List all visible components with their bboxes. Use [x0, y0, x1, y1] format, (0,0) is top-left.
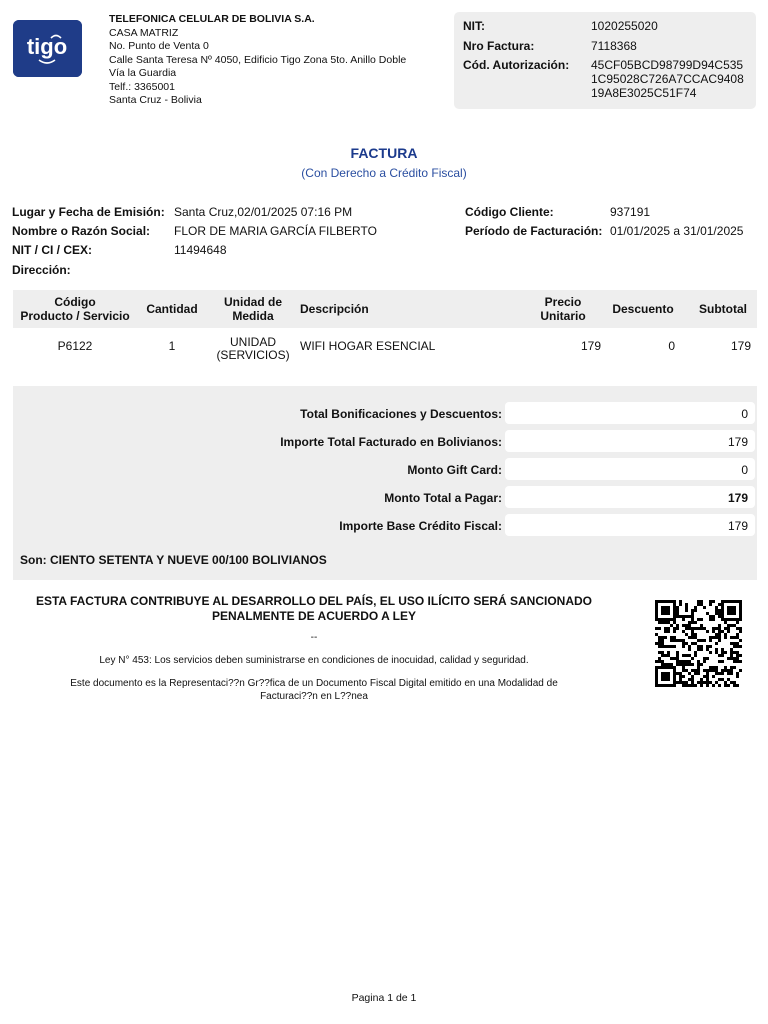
header-unit	[213, 295, 293, 323]
customer-name-label: Nombre o Razón Social:	[12, 224, 151, 238]
billing-period-label: Período de Facturación:	[465, 224, 603, 238]
gift-card-label: Monto Gift Card:	[407, 463, 502, 477]
totals-section	[13, 386, 757, 580]
tigo-logo-icon	[13, 20, 82, 77]
table-row	[13, 334, 757, 370]
row-unit-line-2: (SERVICIOS)	[216, 348, 290, 362]
row-subtotal: 179	[730, 339, 751, 353]
company-info	[109, 13, 439, 108]
document-title: FACTURA	[350, 145, 418, 161]
items-table-header	[13, 290, 757, 328]
tigo-logo	[13, 20, 82, 77]
invoice-id-box	[454, 12, 756, 109]
total-billed-value: 179	[727, 435, 748, 449]
row-discount: 0	[668, 339, 675, 353]
header-unit-line-1: Unidad de	[223, 295, 282, 309]
address-label: Dirección:	[12, 263, 71, 277]
total-to-pay-row	[13, 486, 757, 510]
tax-base-label: Importe Base Crédito Fiscal:	[339, 519, 502, 533]
auth-code-line-3: 19A8E3025C51F74	[591, 86, 697, 100]
total-billed-field	[505, 430, 755, 452]
row-quantity: 1	[168, 339, 176, 353]
total-to-pay-field	[505, 486, 755, 508]
header-subtotal: Subtotal	[699, 302, 747, 316]
client-code-value: 937191	[610, 205, 651, 219]
total-bonuses-row	[13, 402, 757, 426]
header-quantity: Cantidad	[146, 302, 198, 316]
representation-line-1: Este documento es la Representaci??n Gr??fica de un Documento Fiscal Digital emitido en una Modalidad de	[70, 678, 558, 689]
nit-ci-label: NIT / CI / CEX:	[12, 243, 93, 257]
total-bonuses-label: Total Bonificaciones y Descuentos:	[300, 407, 502, 421]
nit-label: NIT:	[463, 19, 485, 33]
place-date-value: Santa Cruz,02/01/2025 07:16 PM	[174, 205, 353, 219]
invoice-number-value: 7118368	[591, 39, 637, 53]
row-description: WIFI HOGAR ESENCIAL	[300, 339, 436, 353]
legal-line-2: PENALMENTE DE ACUERDO A LEY	[211, 609, 416, 623]
header-discount: Descuento	[612, 302, 674, 316]
header-price-line-2: Unitario	[540, 309, 586, 323]
company-city: Santa Cruz - Bolivia	[109, 94, 202, 106]
auth-code-value	[591, 58, 761, 100]
nit-ci-value: 11494648	[174, 243, 227, 257]
page-number: Pagina 1 de 1	[351, 992, 417, 1004]
total-bonuses-field	[505, 402, 755, 424]
qr-code-graphic	[653, 597, 745, 693]
invoice-number-label: Nro Factura:	[463, 39, 535, 53]
company-branch: CASA MATRIZ	[109, 26, 179, 39]
total-bonuses-value: 0	[741, 407, 748, 421]
row-unit-line-1: UNIDAD	[229, 335, 276, 349]
total-to-pay-value: 179	[727, 491, 748, 505]
gift-card-row	[13, 458, 757, 482]
auth-code-line-2: 1C95028C726A7CCAC9408	[591, 72, 744, 86]
nit-value: 1020255020	[591, 19, 658, 33]
address-line-2: Vía la Guardia	[109, 67, 177, 79]
qr-code-icon	[653, 597, 745, 693]
amount-in-words: Son: CIENTO SETENTA Y NUEVE 00/100 BOLIVIANOS	[20, 553, 327, 567]
header-code-line-2: Producto / Servicio	[20, 309, 130, 323]
header-unit-price	[527, 295, 599, 323]
address-line-1: Calle Santa Teresa Nº 4050, Edificio Tigo Zona 5to. Anillo Doble	[109, 53, 407, 66]
header-code	[13, 295, 137, 323]
gift-card-field	[505, 458, 755, 480]
auth-code-label: Cód. Autorización:	[463, 58, 570, 72]
row-code: P6122	[57, 339, 93, 353]
customer-name-value: FLOR DE MARIA GARCÍA FILBERTO	[174, 224, 377, 238]
law-text: Ley N° 453: Los servicios deben suministrarse en condiciones de inocuidad, calidad y seguridad.	[99, 655, 529, 666]
legal-line-1: ESTA FACTURA CONTRIBUYE AL DESARROLLO DEL PAÍS, EL USO ILÍCITO SERÁ SANCIONADO	[35, 594, 593, 608]
header-price-line-1: Precio	[544, 295, 582, 309]
row-unit-price: 179	[580, 339, 601, 353]
point-of-sale: No. Punto de Venta 0	[109, 40, 209, 52]
tax-base-row	[13, 514, 757, 538]
place-date-label: Lugar y Fecha de Emisión:	[12, 205, 165, 219]
row-unit	[209, 336, 297, 362]
header-code-line-1: Código	[54, 295, 96, 309]
separator-dash: --	[310, 632, 318, 643]
total-billed-row	[13, 430, 757, 454]
total-to-pay-label: Monto Total a Pagar:	[384, 491, 502, 505]
legal-notice	[13, 594, 615, 624]
representation-notice	[13, 677, 615, 703]
logo-text: tigo	[26, 34, 68, 59]
tax-base-value: 179	[727, 519, 748, 533]
billing-period-value: 01/01/2025 a 31/01/2025	[610, 224, 744, 238]
company-name: TELEFONICA CELULAR DE BOLIVIA S.A.	[109, 13, 315, 25]
representation-line-2: Facturaci??n en L??nea	[260, 691, 368, 702]
gift-card-value: 0	[741, 463, 748, 477]
client-code-label: Código Cliente:	[465, 205, 554, 219]
company-phone: Telf.: 3365001	[109, 80, 175, 93]
auth-code-line-1: 45CF05BCD98799D94C535	[591, 58, 744, 72]
header-unit-line-2: Medida	[232, 309, 274, 323]
total-billed-label: Importe Total Facturado en Bolivianos:	[280, 435, 502, 449]
header-description: Descripción	[300, 302, 369, 316]
document-subtitle: (Con Derecho a Crédito Fiscal)	[301, 166, 467, 180]
tax-base-field	[505, 514, 755, 536]
